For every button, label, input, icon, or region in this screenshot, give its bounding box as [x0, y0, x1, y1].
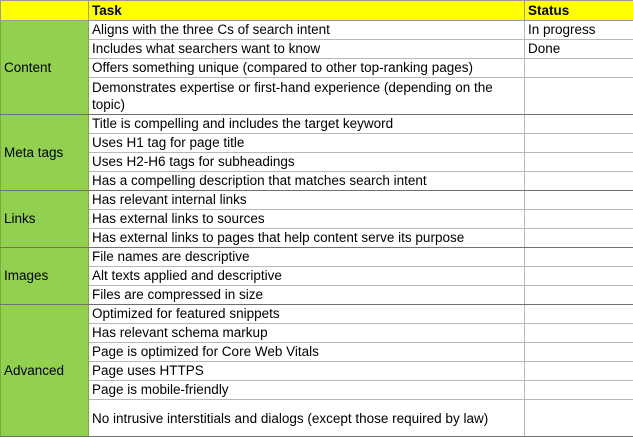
- table-row: [1, 78, 633, 115]
- task-cell[interactable]: Aligns with the three Cs of search intent: [89, 21, 525, 40]
- status-cell[interactable]: [525, 78, 633, 115]
- table-row: [1, 343, 633, 362]
- status-cell[interactable]: [525, 343, 633, 362]
- table-row: [1, 286, 633, 305]
- table-row: [1, 305, 633, 324]
- task-cell[interactable]: Has relevant internal links: [89, 191, 525, 210]
- status-cell[interactable]: [525, 134, 633, 153]
- task-cell[interactable]: Uses H1 tag for page title: [89, 134, 525, 153]
- task-cell[interactable]: Page is optimized for Core Web Vitals: [89, 343, 525, 362]
- status-cell[interactable]: [525, 362, 633, 381]
- status-cell[interactable]: [525, 229, 633, 248]
- task-cell[interactable]: Title is compelling and includes the target keyword: [89, 115, 525, 134]
- table-row: [1, 267, 633, 286]
- table-row: [1, 324, 633, 343]
- task-cell[interactable]: Includes what searchers want to know: [89, 40, 525, 59]
- table-row: [1, 40, 633, 59]
- task-cell[interactable]: Uses H2-H6 tags for subheadings: [89, 153, 525, 172]
- table-row: [1, 59, 633, 78]
- status-cell[interactable]: [525, 286, 633, 305]
- table-row: [1, 21, 633, 40]
- status-cell[interactable]: [525, 172, 633, 191]
- table-row: [1, 362, 633, 381]
- category-cell[interactable]: Advanced: [1, 305, 89, 437]
- task-cell[interactable]: Optimized for featured snippets: [89, 305, 525, 324]
- table-row: [1, 229, 633, 248]
- table-row: [1, 172, 633, 191]
- task-cell[interactable]: Page is mobile-friendly: [89, 381, 525, 400]
- status-cell[interactable]: [525, 191, 633, 210]
- status-cell[interactable]: [525, 153, 633, 172]
- status-cell[interactable]: [525, 305, 633, 324]
- header-status-cell[interactable]: Status: [525, 1, 633, 21]
- table-row: [1, 400, 633, 437]
- table-row: [1, 115, 633, 134]
- task-cell[interactable]: Has relevant schema markup: [89, 324, 525, 343]
- table-row: [1, 248, 633, 267]
- header-row: [1, 1, 633, 21]
- task-cell[interactable]: Page uses HTTPS: [89, 362, 525, 381]
- category-cell[interactable]: Images: [1, 248, 89, 305]
- status-cell[interactable]: [525, 210, 633, 229]
- status-cell[interactable]: [525, 59, 633, 78]
- table-row: [1, 134, 633, 153]
- category-cell[interactable]: Links: [1, 191, 89, 248]
- status-cell[interactable]: [525, 400, 633, 437]
- status-cell[interactable]: In progress: [525, 21, 633, 40]
- task-cell[interactable]: Alt texts applied and descriptive: [89, 267, 525, 286]
- task-cell[interactable]: Demonstrates expertise or first-hand experience (depending on the topic): [89, 78, 525, 115]
- task-cell[interactable]: No intrusive interstitials and dialogs (except those required by law): [89, 400, 525, 437]
- task-cell[interactable]: Has a compelling description that matches search intent: [89, 172, 525, 191]
- status-cell[interactable]: [525, 381, 633, 400]
- status-cell[interactable]: [525, 115, 633, 134]
- category-cell[interactable]: Meta tags: [1, 115, 89, 191]
- table-row: [1, 210, 633, 229]
- table-row: [1, 153, 633, 172]
- task-cell[interactable]: File names are descriptive: [89, 248, 525, 267]
- status-cell[interactable]: Done: [525, 40, 633, 59]
- table-row: [1, 381, 633, 400]
- status-cell[interactable]: [525, 324, 633, 343]
- header-task-cell[interactable]: Task: [89, 1, 525, 21]
- header-category-cell[interactable]: [1, 1, 89, 21]
- task-cell[interactable]: Files are compressed in size: [89, 286, 525, 305]
- category-cell[interactable]: Content: [1, 21, 89, 115]
- status-cell[interactable]: [525, 267, 633, 286]
- table-row: [1, 191, 633, 210]
- status-cell[interactable]: [525, 248, 633, 267]
- task-cell[interactable]: Has external links to sources: [89, 210, 525, 229]
- task-cell[interactable]: Offers something unique (compared to other top-ranking pages): [89, 59, 525, 78]
- sheet-body: [1, 1, 633, 437]
- task-cell[interactable]: Has external links to pages that help content serve its purpose: [89, 229, 525, 248]
